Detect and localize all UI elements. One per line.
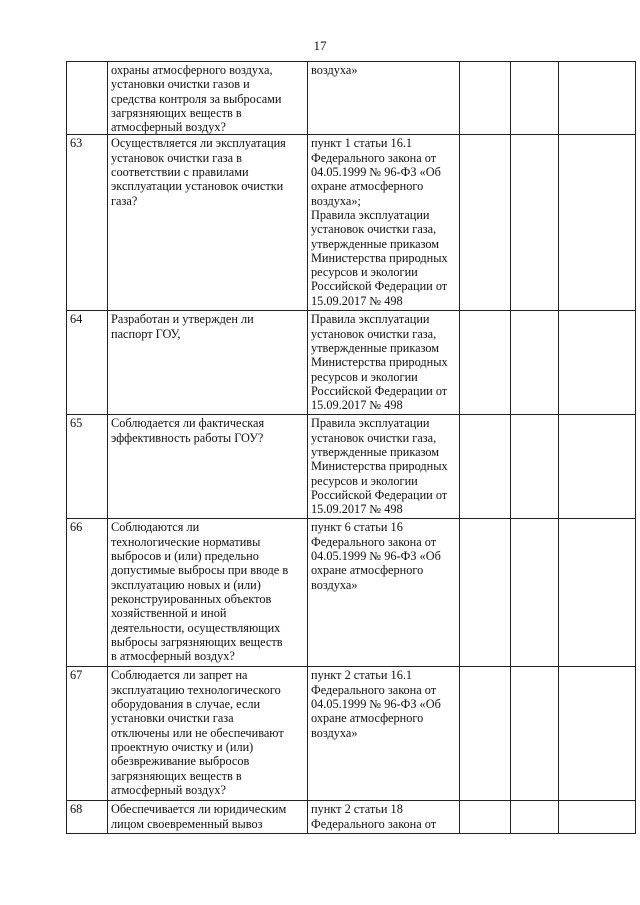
- page-number: 17: [313, 38, 327, 53]
- reference-cell: пункт 1 статьи 16.1 Федерального закона от 04.05.1999 № 96-ФЗ «Об охране атмосферного воздуха»; Правила эксплуатации установок очистки газа, утвержденные приказом Министерства природных ресурсов и экологии Российской Федерации от 15.09.2017 № 498: [308, 135, 460, 311]
- question-cell: Обеспечивается ли юридическим лицом своевременный вывоз: [108, 801, 308, 834]
- question-cell: Осуществляется ли эксплуатация установок очистки газа в соответствии с правилами эксплуатации установок очистки газа?: [108, 135, 308, 311]
- empty-cell: [511, 62, 559, 135]
- empty-cell: [460, 801, 511, 834]
- table-row: [67, 62, 636, 135]
- question-cell: Соблюдается ли фактическая эффективность работы ГОУ?: [108, 415, 308, 519]
- empty-cell: [460, 62, 511, 135]
- table-row: [67, 311, 636, 415]
- row-number: 65: [67, 415, 108, 519]
- reference-cell: Правила эксплуатации установок очистки газа, утвержденные приказом Министерства природных ресурсов и экологии Российской Федерации от 15.09.2017 № 498: [308, 311, 460, 415]
- reference-cell: пункт 2 статьи 18 Федерального закона от: [308, 801, 460, 834]
- empty-cell: [460, 667, 511, 801]
- empty-cell: [559, 519, 636, 667]
- question-cell: Соблюдается ли запрет на эксплуатацию технологического оборудования в случае, если установки очистки газа отключены или не обеспечивают проектную очистку и (или) обезвреживание выбросов загрязняющих веществ в атмосферный воздух?: [108, 667, 308, 801]
- table-row: [67, 135, 636, 311]
- question-cell: Соблюдаются ли технологические нормативы выбросов и (или) предельно допустимые выбросы при вводе в эксплуатацию новых и (или) реконструированных объектов хозяйственной и иной деятельности, осуществляющих выбросы загрязняющих веществ в атмосферный воздух?: [108, 519, 308, 667]
- reference-cell: пункт 6 статьи 16 Федерального закона от 04.05.1999 № 96-ФЗ «Об охране атмосферного воздуха»: [308, 519, 460, 667]
- empty-cell: [559, 311, 636, 415]
- row-number: 68: [67, 801, 108, 834]
- empty-cell: [460, 415, 511, 519]
- row-number: [67, 62, 108, 135]
- reference-cell: пункт 2 статьи 16.1 Федерального закона от 04.05.1999 № 96-ФЗ «Об охране атмосферного воздуха»: [308, 667, 460, 801]
- question-cell: охраны атмосферного воздуха, установки очистки газов и средства контроля за выбросами загрязняющих веществ в атмосферный воздух?: [108, 62, 308, 135]
- empty-cell: [460, 135, 511, 311]
- empty-cell: [511, 801, 559, 834]
- empty-cell: [559, 62, 636, 135]
- empty-cell: [511, 519, 559, 667]
- empty-cell: [460, 519, 511, 667]
- empty-cell: [511, 311, 559, 415]
- empty-cell: [559, 135, 636, 311]
- empty-cell: [511, 415, 559, 519]
- table-row: [67, 415, 636, 519]
- row-number: 64: [67, 311, 108, 415]
- empty-cell: [559, 415, 636, 519]
- table-row: [67, 519, 636, 667]
- reference-cell: воздуха»: [308, 62, 460, 135]
- table-row: [67, 667, 636, 801]
- row-number: 66: [67, 519, 108, 667]
- empty-cell: [511, 667, 559, 801]
- checklist-table: [66, 61, 636, 834]
- row-number: 63: [67, 135, 108, 311]
- reference-cell: Правила эксплуатации установок очистки газа, утвержденные приказом Министерства природных ресурсов и экологии Российской Федерации от 15.09.2017 № 498: [308, 415, 460, 519]
- empty-cell: [559, 667, 636, 801]
- table-row: [67, 801, 636, 834]
- question-cell: Разработан и утвержден ли паспорт ГОУ,: [108, 311, 308, 415]
- empty-cell: [559, 801, 636, 834]
- row-number: 67: [67, 667, 108, 801]
- empty-cell: [460, 311, 511, 415]
- empty-cell: [511, 135, 559, 311]
